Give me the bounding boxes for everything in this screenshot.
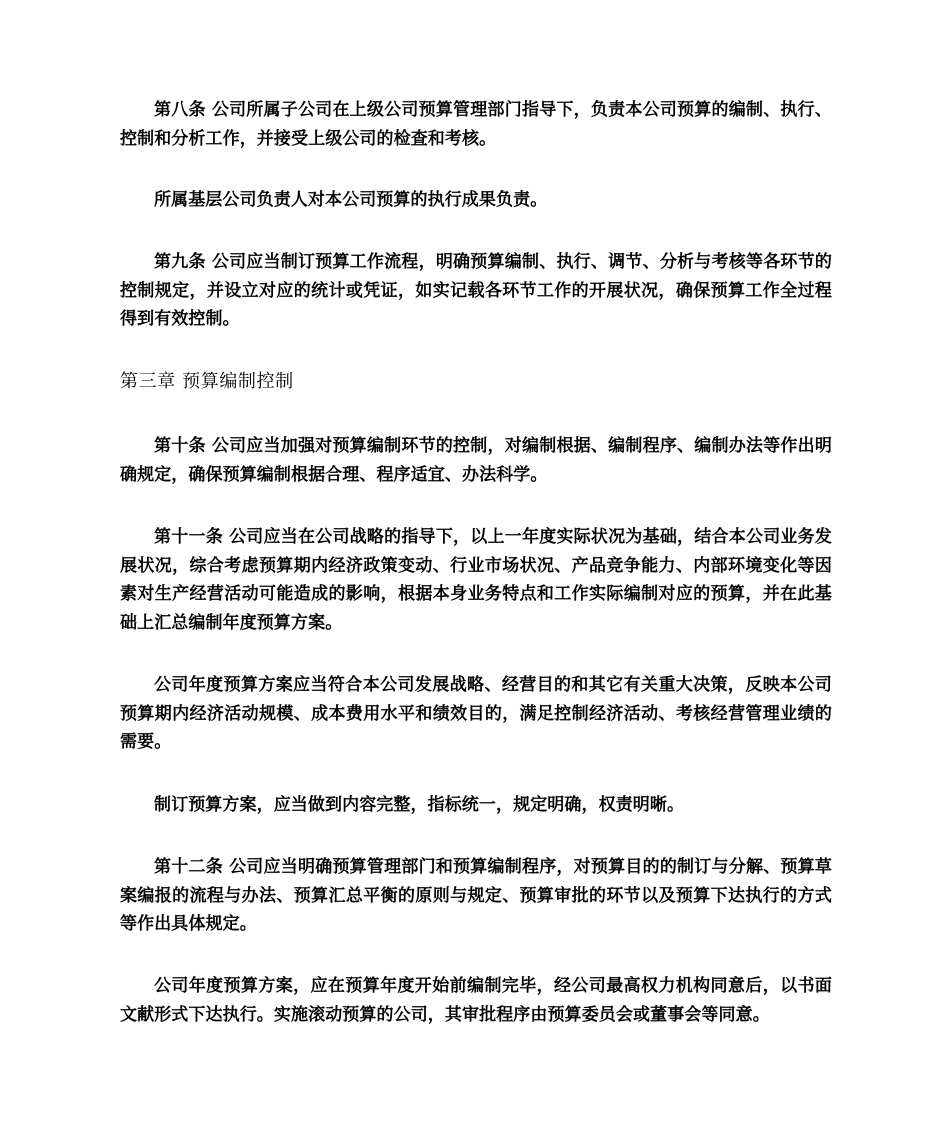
article-12-paragraph: 第十二条 公司应当明确预算管理部门和预算编制程序，对预算目的的制订与分解、预算草案编报的流程与办法、预算汇总平衡的原则与规定、预算审批的环节以及预算下达执行的方式等作出具体规定。 [120, 857, 832, 934]
article-8-paragraph: 第八条 公司所属子公司在上级公司预算管理部门指导下，负责本公司预算的编制、执行、控制和分析工作，并接受上级公司的检查和考核。 [120, 100, 832, 149]
annual-budget-plan-paragraph: 公司年度预算方案应当符合本公司发展战略、经营目的和其它有关重大决策，反映本公司预算期内经济活动规模、成本费用水平和绩效目的，满足控制经济活动、考核经营管理业绩的需要。 [120, 675, 832, 752]
article-11-paragraph: 第十一条 公司应当在公司战略的指导下，以上一年度实际状况为基础，结合本公司业务发展状况，综合考虑预算期内经济政策变动、行业市场状况、产品竞争能力、内部环境变化等因素对生产经营活动可能造成的影响，根据本身业务特点和工作实际编制对应的预算，并在此基础上汇总编制年度预算方案。 [120, 527, 832, 633]
budget-plan-requirements-paragraph: 制订预算方案，应当做到内容完整，指标统一，规定明确，权责明晰。 [154, 795, 685, 815]
budget-approval-paragraph: 公司年度预算方案，应在预算年度开始前编制完毕，经公司最高权力机构同意后，以书面文献形式下达执行。实施滚动预算的公司，其审批程序由预算委员会或董事会等同意。 [120, 976, 832, 1025]
article-10-paragraph: 第十条 公司应当加强对预算编制环节的控制，对编制根据、编制程序、编制办法等作出明确规定，确保预算编制根据合理、程序适宜、办法科学。 [120, 436, 832, 485]
article-9-paragraph: 第九条 公司应当制订预算工作流程，明确预算编制、执行、调节、分析与考核等各环节的控制规定，并设立对应的统计或凭证，如实记载各环节工作的开展状况，确保预算工作全过程得到有效控制。 [120, 252, 832, 329]
subsidiary-responsibility-paragraph: 所属基层公司负责人对本公司预算的执行成果负责。 [154, 190, 548, 210]
chapter-3-heading: 第三章 预算编制控制 [120, 371, 294, 392]
